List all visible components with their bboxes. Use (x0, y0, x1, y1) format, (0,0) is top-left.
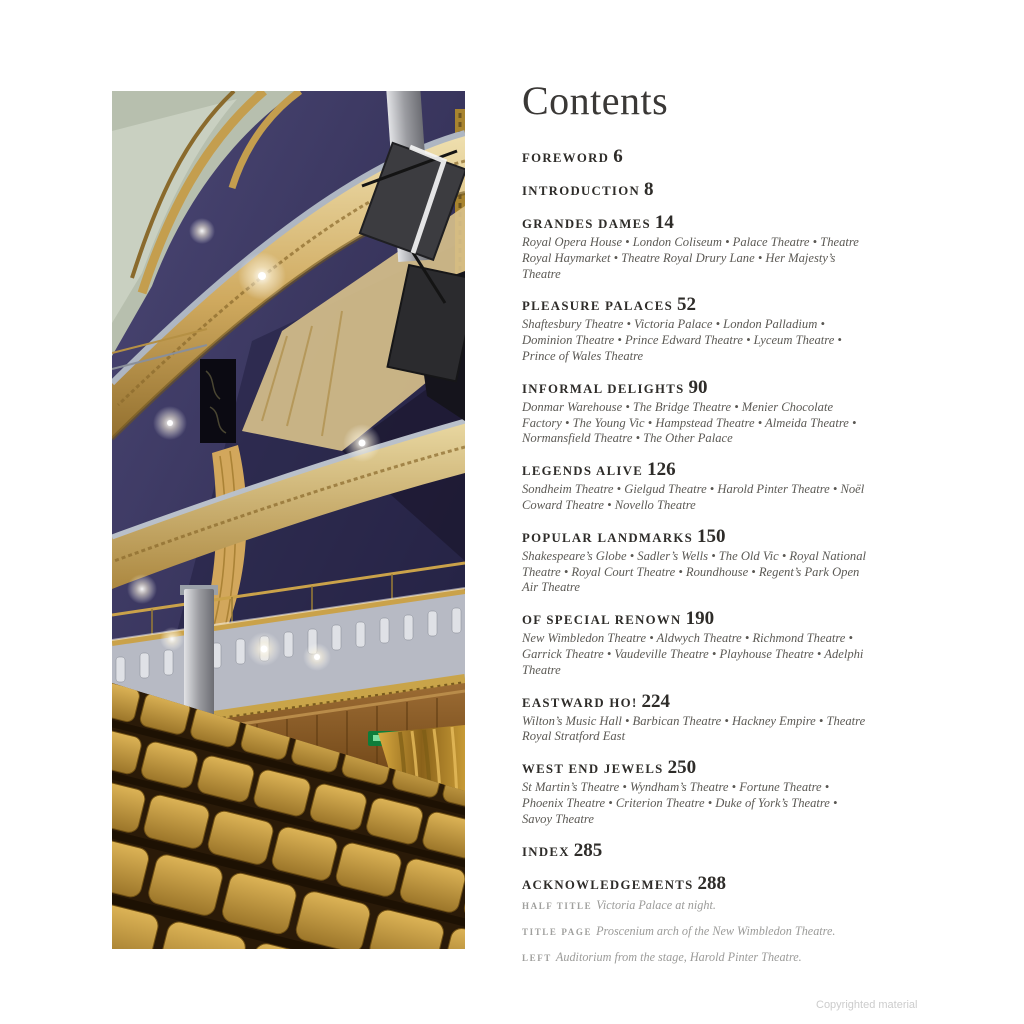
caption-label: TITLE PAGE (522, 927, 593, 937)
toc-entry-label: PLEASURE PALACES (522, 299, 674, 314)
toc-entry-page-number: 190 (685, 608, 715, 630)
toc-entry-label: INDEX (522, 844, 570, 859)
toc-entry (522, 872, 867, 894)
toc-entry-label: ACKNOWLEDGEMENTS (522, 877, 694, 892)
toc-entry-description: Shakespeare’s Globe • Sadler’s Wells • The Old Vic • Royal National Theatre • Royal Court Theatre • Roundhouse • Regent’s Park Open Air Theatre (522, 548, 867, 595)
caption-line (522, 923, 922, 940)
toc-entry-page-number: 285 (573, 839, 603, 861)
toc-entry-page-number: 126 (647, 459, 676, 481)
caption-text: Victoria Palace at night. (596, 898, 716, 912)
toc-entry-description: Royal Opera House • London Coliseum • Palace Theatre • Theatre Royal Haymarket • Theatre Royal Drury Lane • Her Majesty’s Theatre (522, 235, 859, 281)
toc-entry (522, 690, 867, 746)
toc-entry (522, 839, 867, 861)
toc-entry-description: Shaftesbury Theatre • Victoria Palace • London Palladium • Dominion Theatre • Prince Edward Theatre • Lyceum Theatre • Prince of Wales Theatre (522, 317, 842, 363)
toc-entry-description: St Martin’s Theatre • Wyndham’s Theatre • Fortune Theatre • Phoenix Theatre • Criterion Theatre • Duke of York’s Theatre • Savoy Theatre (522, 780, 838, 826)
toc-entry (522, 181, 867, 200)
toc-entry (522, 525, 867, 596)
toc-entry (522, 214, 867, 282)
toc-entry-label: GRANDES DAMES (522, 217, 651, 231)
toc-entry (522, 148, 867, 167)
toc-entry-page-number: 150 (697, 525, 726, 547)
toc-entry-description: Donmar Warehouse • The Bridge Theatre • Menier Chocolate Factory • The Young Vic • Hampstead Theatre • Almeida Theatre • Normansfield Theatre • The Other Palace (522, 399, 857, 446)
toc-entry-label: WEST END JEWELS (522, 762, 664, 777)
toc-entry-page-number: 250 (667, 757, 697, 779)
toc-entry-page-number: 288 (697, 872, 727, 894)
toc-entry (522, 461, 867, 514)
copyright-watermark: Copyrighted material (816, 999, 918, 1011)
toc-entry-page-number: 14 (654, 212, 674, 233)
toc-entry-description: Sondheim Theatre • Gielgud Theatre • Harold Pinter Theatre • Noël Coward Theatre • Novello Theatre (522, 482, 865, 512)
toc-entry (522, 376, 867, 447)
caption-text: Auditorium from the stage, Harold Pinter Theatre. (555, 950, 802, 964)
theatre-interior-photo (112, 91, 465, 949)
caption-label: LEFT (522, 953, 552, 963)
toc-entry-page-number: 224 (641, 690, 671, 712)
toc-entry-label: POPULAR LANDMARKS (522, 530, 694, 545)
toc-entry-label: INTRODUCTION (522, 184, 640, 198)
toc-entry (522, 296, 867, 364)
toc-entry-description: New Wimbledon Theatre • Aldwych Theatre • Richmond Theatre • Garrick Theatre • Vaudeville Theatre • Playhouse Theatre • Adelphi Theatre (522, 631, 864, 677)
table-of-contents (522, 80, 867, 908)
toc-entry-label: OF SPECIAL RENOWN (522, 613, 682, 628)
page-title: Contents (522, 78, 669, 123)
toc-entry-label: INFORMAL DELIGHTS (522, 381, 685, 396)
caption-text: Proscenium arch of the New Wimbledon Theatre. (596, 924, 836, 938)
toc-entry-label: EASTWARD HO! (522, 695, 638, 710)
toc-entry-label: LEGENDS ALIVE (522, 464, 644, 479)
theatre-photo-illustration (112, 91, 465, 949)
caption-label: HALF TITLE (522, 901, 593, 911)
toc-entry-description: Wilton’s Music Hall • Barbican Theatre • Hackney Empire • Theatre Royal Stratford East (522, 713, 866, 744)
toc-entry-label: FOREWORD (522, 151, 610, 165)
toc-entry (522, 759, 867, 827)
caption-line (522, 897, 922, 914)
toc-entry-page-number: 90 (688, 376, 708, 398)
caption-line (522, 949, 922, 966)
toc-entry-page-number: 6 (613, 146, 623, 167)
toc-entry (522, 610, 867, 678)
photo-captions (522, 897, 922, 975)
toc-entry-page-number: 8 (644, 179, 654, 200)
toc-entry-page-number: 52 (677, 294, 697, 316)
